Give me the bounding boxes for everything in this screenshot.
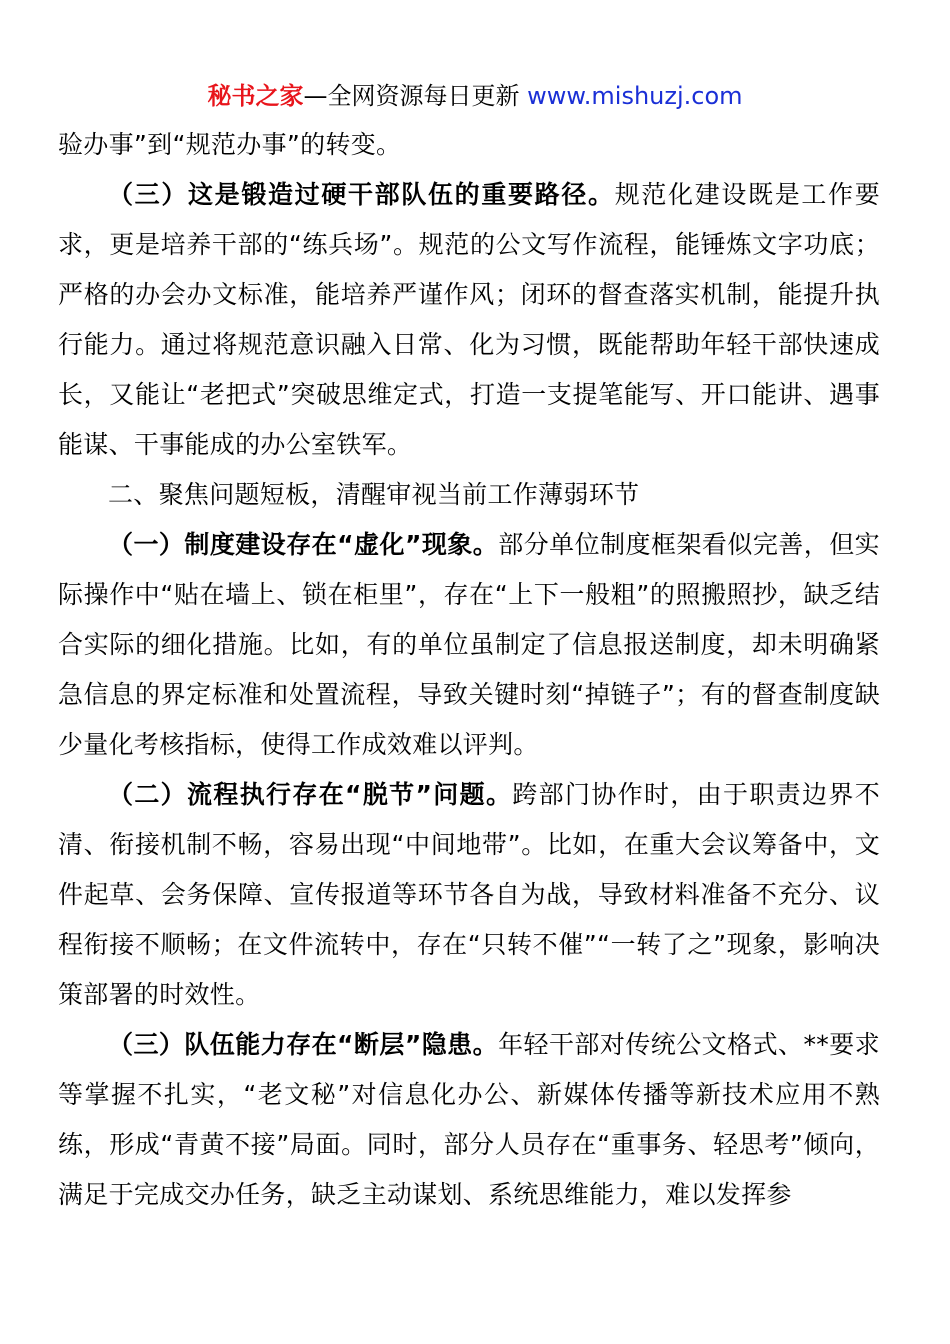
paragraph-text: 年轻干部对传统公文格式、**要求等掌握不扎实，“老文秘”对信息化办公、新媒体传播等新技术应用不熟练，形成“青黄不接”局面。同时，部分人员存在“重事务、轻思考”倾向，满足于完成交办任务，缺乏主动谋划、系统思维能力，难以发挥参 [58, 1030, 880, 1209]
paragraph-text: 部分单位制度框架看似完善，但实际操作中“贴在墙上、锁在柜里”，存在“上下一般粗”的照搬照抄，缺乏结合实际的细化措施。比如，有的单位虽制定了信息报送制度，却未明确紧急信息的界定标准和处置流程，导致关键时刻“掉链子”；有的督查制度缺少量化考核指标，使得工作成效难以评判。 [58, 530, 880, 759]
site-url[interactable]: www.mishuzj.com [527, 82, 743, 110]
section-heading-2 [58, 470, 880, 520]
site-name: 秘书之家 [207, 82, 304, 110]
paragraph-lead: （三）这是锻造过硬干部队伍的重要路径。 [108, 180, 615, 209]
paragraph-section-2-3 [58, 1020, 880, 1220]
paragraph-text: 跨部门协作时，由于职责边界不清、衔接机制不畅，容易出现“中间地带”。比如，在重大会议筹备中，文件起草、会务保障、宣传报道等环节各自为战，导致材料准备不充分、议程衔接不顺畅；在文件流转中，存在“只转不催”“一转了之”现象，影响决策部署的时效性。 [58, 780, 881, 1009]
site-tagline: —全网资源每日更新 [303, 82, 528, 110]
paragraph-lead: （一）制度建设存在“虚化”现象。 [108, 530, 499, 559]
paragraph-text: 规范化建设既是工作要求，更是培养干部的“练兵场”。规范的公文写作流程，能锤炼文字功底；严格的办会办文标准，能培养严谨作风；闭环的督查落实机制，能提升执行能力。通过将规范意识融入日常、化为习惯，既能帮助年轻干部快速成长，又能让“老把式”突破思维定式，打造一支提笔能写、开口能讲、遇事能谋、干事能成的办公室铁军。 [58, 180, 880, 459]
paragraph-section-2-1 [58, 520, 880, 770]
document-body [58, 120, 880, 1220]
heading-text: 二、聚焦问题短板，清醒审视当前工作薄弱环节 [108, 480, 640, 509]
paragraph-continuation [58, 120, 880, 170]
paragraph-text: 验办事”到“规范办事”的转变。 [58, 130, 402, 159]
paragraph-section-1-3 [58, 170, 880, 470]
paragraph-lead: （二）流程执行存在“脱节”问题。 [108, 780, 513, 809]
page-header [0, 78, 950, 114]
paragraph-section-2-2 [58, 770, 880, 1020]
paragraph-lead: （三）队伍能力存在“断层”隐患。 [108, 1030, 499, 1059]
